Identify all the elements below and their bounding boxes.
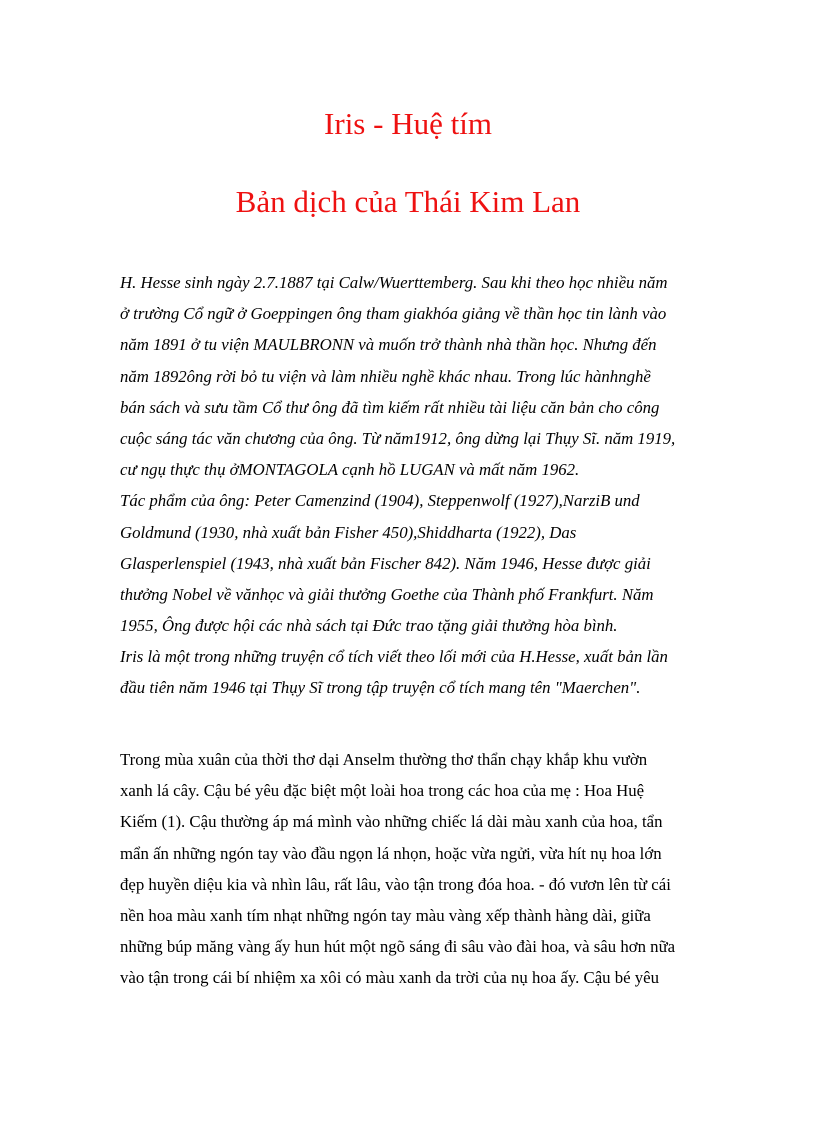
text-line: mẩn ấn những ngón tay vào đầu ngọn lá nhọn, hoặc vừa ngửi, vừa hít nụ hoa lớn xyxy=(120,843,662,863)
text-line: cư ngụ thực thụ ởMONTAGOLA cạnh hồ LUGAN và mất năm 1962. xyxy=(120,460,580,480)
text-line: Kiếm (1). Cậu thường áp má mình vào những chiếc lá dài màu xanh của hoa, tẩn xyxy=(120,812,663,832)
text-line: Iris là một trong những truyện cổ tích viết theo lối mới của H.Hesse, xuất bản lần xyxy=(120,647,668,667)
text-line: nền hoa màu xanh tím nhạt những ngón tay màu vàng xếp thành hàng dài, giữa xyxy=(120,905,651,925)
text-line: Tác phẩm của ông: Peter Camenzind (1904), Steppenwolf (1927),NarziB und xyxy=(120,491,640,511)
document-subtitle: Bản dịch của Thái Kim Lan xyxy=(235,184,581,219)
text-line: Trong mùa xuân của thời thơ dại Anselm thường thơ thẩn chạy khắp khu vườn xyxy=(120,750,648,769)
text-line: năm 1891 ở tu viện MAULBRONN và muốn trở thành nhà thần học. Nhưng đến xyxy=(120,335,657,355)
text-line: xanh lá cây. Cậu bé yêu đặc biệt một loài hoa trong các hoa của mẹ : Hoa Huệ xyxy=(120,781,645,801)
text-line: ở trường Cổ ngữ ở Goeppingen ông tham giakhóa giảng về thần học tin lành vào xyxy=(120,304,667,324)
document-title: Iris - Huệ tím xyxy=(324,106,492,141)
text-line: năm 1892ông rời bỏ tu viện và làm nhiều nghề khác nhau. Trong lúc hànhnghề xyxy=(120,366,651,386)
text-line: cuộc sáng tác văn chương của ông. Từ năm1912, ông dừng lại Thụy Sĩ. năm 1919, xyxy=(120,428,676,448)
text-line: thưởng Nobel về vănhọc và giải thưởng Goethe của Thành phố Frankfurt. Năm xyxy=(120,584,654,604)
text-line: đẹp huyền diệu kia và nhìn lâu, rất lâu, vào tận trong đóa hoa. - đó vươn lên từ cái xyxy=(120,874,671,894)
text-line: Glasperlenspiel (1943, nhà xuất bản Fischer 842). Năm 1946, Hesse được giải xyxy=(120,553,651,573)
text-line: H. Hesse sinh ngày 2.7.1887 tại Calw/Wuerttemberg. Sau khi theo học nhiều năm xyxy=(120,273,668,292)
story-paragraph xyxy=(120,744,700,994)
text-line: 1955, Ông được hội các nhà sách tại Đức trao tặng giải thưởng hòa bình. xyxy=(120,616,618,636)
intro-paragraph xyxy=(120,267,700,704)
text-line: bán sách và sưu tầm Cổ thư ông đã tìm kiếm rất nhiều tài liệu căn bản cho công xyxy=(120,397,660,417)
text-line: Goldmund (1930, nhà xuất bản Fisher 450),Shiddharta (1922), Das xyxy=(120,522,577,542)
text-line: những búp măng vàng ấy hun hút một ngõ sáng đi sâu vào đài hoa, và sâu hơn nữa xyxy=(120,937,676,957)
text-line: vào tận trong cái bí nhiệm xa xôi có màu xanh da trời của nụ hoa ấy. Cậu bé yêu xyxy=(120,968,660,988)
text-line: đầu tiên năm 1946 tại Thụy Sĩ trong tập truyện cổ tích mang tên "Maerchen". xyxy=(120,678,641,698)
